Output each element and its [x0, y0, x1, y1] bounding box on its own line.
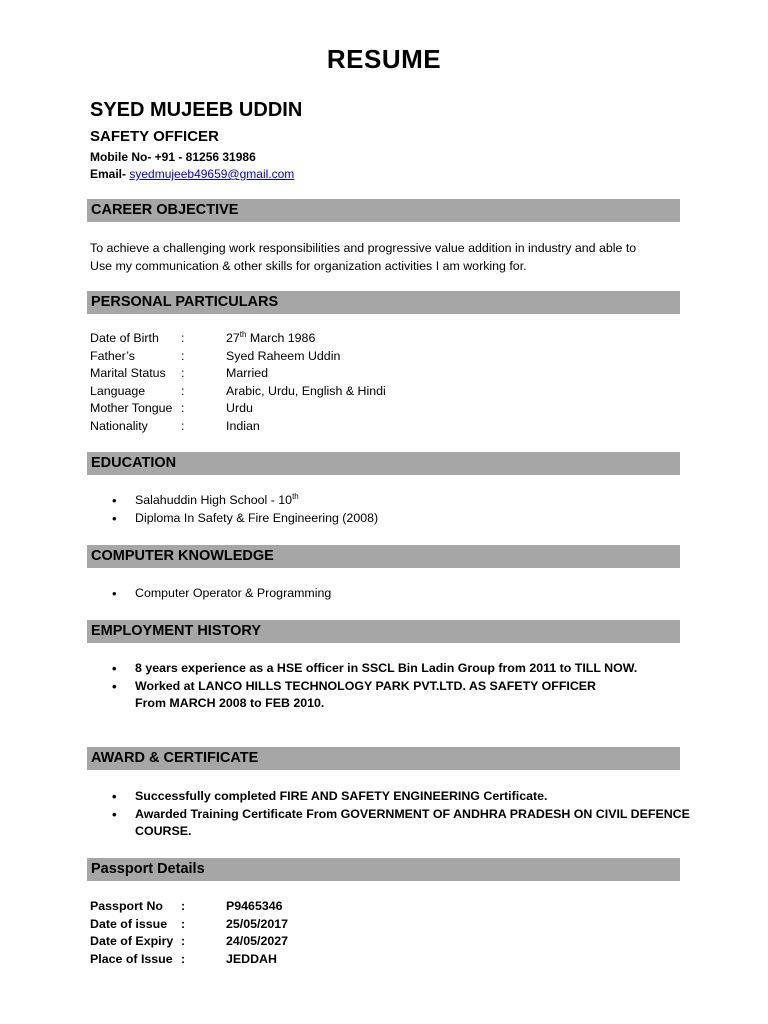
computer-knowledge-list — [112, 585, 331, 603]
personal-row — [90, 348, 386, 366]
personal-row — [90, 330, 386, 348]
award-list — [112, 788, 690, 841]
career-objective-line: Use my communication & other skills for organization activities I am working for. — [90, 259, 527, 273]
candidate-name: SYED MUJEEB UDDIN — [90, 99, 303, 121]
field-value: 24/05/2027 — [226, 934, 289, 949]
career-objective-line: To achieve a challenging work responsibilities and progressive value addition in industry and able to — [90, 241, 637, 255]
candidate-role: SAFETY OFFICER — [90, 128, 219, 145]
list-item: • 8 years experience as a HSE officer in SSCL Bin Ladin Group from 2011 to TILL NOW. — [112, 660, 637, 678]
field-separator: : — [181, 916, 186, 931]
list-item: • Diploma In Safety & Fire Engineering (2008) — [112, 510, 378, 528]
section-header-employment-history: EMPLOYMENT HISTORY — [87, 620, 680, 643]
field-label: Place of Issue — [90, 951, 173, 966]
section-header-award-certificate: AWARD & CERTIFICATE — [87, 747, 680, 770]
field-value: Urdu — [226, 401, 253, 416]
list-item: • Worked at LANCO HILLS TECHNOLOGY PARK PVT.LTD. AS SAFETY OFFICER From MARCH 2008 to FEB 2010. — [112, 678, 637, 713]
field-separator: : — [181, 418, 185, 433]
personal-row — [90, 383, 386, 401]
field-value: 27th March 1986 — [226, 330, 316, 345]
section-header-career-objective: CAREER OBJECTIVE — [87, 199, 680, 222]
field-separator: : — [181, 951, 186, 966]
section-header-passport-details: Passport Details — [87, 858, 680, 881]
field-separator: : — [181, 348, 185, 363]
field-value: Arabic, Urdu, English & Hindi — [226, 383, 386, 398]
section-header-computer-knowledge: COMPUTER KNOWLEDGE — [87, 545, 680, 568]
field-label: Marital Status — [90, 366, 166, 381]
list-item: • Computer Operator & Programming — [112, 585, 331, 603]
page-title: RESUME — [326, 44, 442, 74]
email-line — [90, 167, 294, 181]
passport-row — [90, 951, 288, 969]
personal-row — [90, 418, 386, 436]
personal-row — [90, 365, 386, 383]
employment-list — [112, 660, 637, 713]
passport-row — [90, 916, 288, 934]
field-value: 25/05/2017 — [226, 916, 289, 931]
field-value: Indian — [226, 418, 260, 433]
education-list — [112, 492, 378, 527]
personal-particulars-list — [90, 330, 386, 436]
field-separator: : — [181, 934, 186, 949]
field-value: Married — [226, 366, 268, 381]
career-objective-text — [90, 239, 680, 275]
field-separator: : — [181, 383, 185, 398]
field-separator: : — [181, 899, 186, 913]
field-label: Mother Tongue — [90, 401, 173, 416]
passport-row — [90, 898, 288, 916]
field-separator: : — [181, 366, 185, 381]
list-item: • Successfully completed FIRE AND SAFETY ENGINEERING Certificate. — [112, 788, 690, 806]
field-label: Father’s — [90, 348, 135, 363]
list-item: • Salahuddin High School - 10th — [112, 492, 378, 510]
section-header-personal-particulars: PERSONAL PARTICULARS — [87, 291, 680, 314]
field-label: Nationality — [90, 418, 148, 433]
passport-details-list — [90, 898, 288, 968]
email-label: Email- — [90, 167, 130, 181]
email-link[interactable]: syedmujeeb49659@gmail.com — [129, 167, 295, 181]
field-label: Passport No — [90, 899, 163, 913]
field-label: Date of Birth — [90, 331, 159, 345]
personal-row — [90, 400, 386, 418]
field-value: P9465346 — [226, 899, 283, 913]
section-header-education: EDUCATION — [87, 452, 680, 475]
field-separator: : — [181, 401, 185, 416]
field-separator: : — [181, 331, 185, 345]
field-value: Syed Raheem Uddin — [226, 348, 341, 363]
field-value: JEDDAH — [226, 951, 277, 966]
passport-row — [90, 933, 288, 951]
list-item: • Awarded Training Certificate From GOVERNMENT OF ANDHRA PRADESH ON CIVIL DEFENCE COURSE. — [112, 806, 690, 841]
field-label: Date of issue — [90, 916, 168, 931]
field-label: Date of Expiry — [90, 934, 174, 949]
mobile-number: Mobile No- +91 - 81256 31986 — [90, 150, 256, 164]
field-label: Language — [90, 383, 146, 398]
